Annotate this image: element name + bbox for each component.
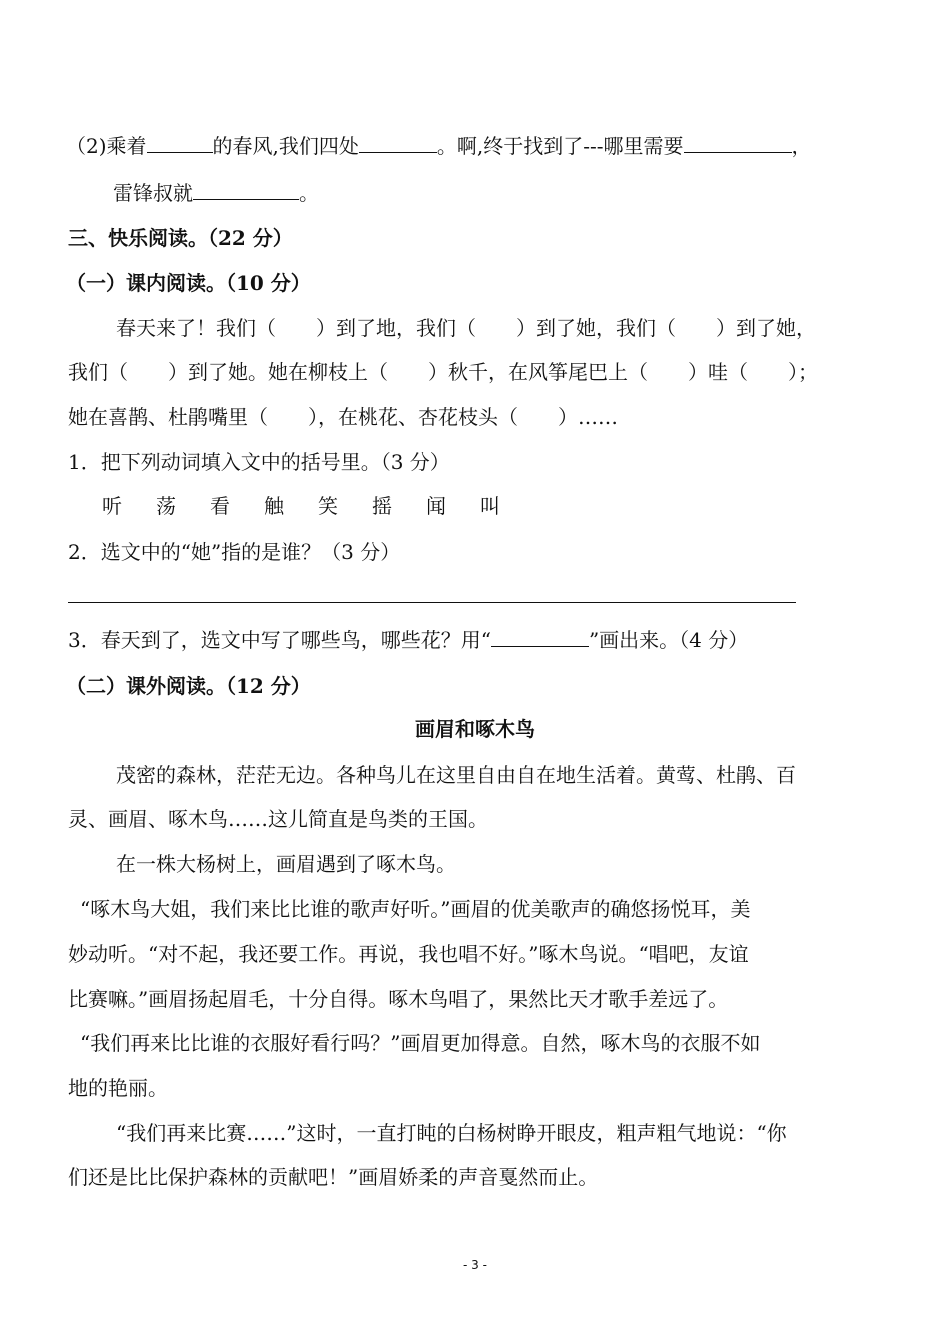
answer-blank[interactable] xyxy=(359,134,437,153)
story-line: 比赛嘛。”画眉扬起眉毛，十分自得。啄木鸟唱了，果然比天才歌手差远了。 xyxy=(68,987,729,1011)
story-line: 在一株大杨树上，画眉遇到了啄木鸟。 xyxy=(116,852,456,876)
verb-word: 闻 xyxy=(426,494,446,518)
underline-sample xyxy=(491,628,589,647)
reading-2-heading: （二）课外阅读。（12 分） xyxy=(66,674,311,698)
story-title: 画眉和啄木鸟 xyxy=(415,717,535,741)
verb-word: 听 xyxy=(102,494,122,518)
fill-question-2-line1: （2)乘着 的春风,我们四处 。啊,终于找到了---哪里需要 ， xyxy=(66,134,812,158)
story-line: “我们再来比比谁的衣服好看行吗？”画眉更加得意。自然，啄木鸟的衣服不如 xyxy=(80,1031,761,1055)
verb-word: 笑 xyxy=(318,494,338,518)
reading-1-passage-line: 我们（ ）到了她。她在柳枝上（ ）秋千，在风筝尾巴上（ ）哇（ ）； xyxy=(68,360,818,384)
answer-line[interactable] xyxy=(68,602,796,603)
story-line: 们还是比比保护森林的贡献吧！”画眉娇柔的声音戛然而止。 xyxy=(68,1165,599,1189)
story-line: “我们再来比赛……”这时，一直打盹的白杨树睁开眼皮，粗声粗气地说：“你 xyxy=(116,1121,787,1145)
verb-list xyxy=(102,494,534,518)
page-number: - 3 - xyxy=(463,1258,487,1272)
question-3: 3．春天到了，选文中写了哪些鸟，哪些花？用“ ”画出来。（4 分） xyxy=(68,628,749,652)
reading-1-passage-line: 她在喜鹊、杜鹃嘴里（ ），在桃花、杏花枝头（ ）…… xyxy=(68,405,618,429)
verb-word: 摇 xyxy=(372,494,392,518)
story-line: “啄木鸟大姐，我们来比比谁的歌声好听。”画眉的优美歌声的确悠扬悦耳，美 xyxy=(80,897,751,921)
answer-blank[interactable] xyxy=(147,134,213,153)
question-1: 1．把下列动词填入文中的括号里。（3 分） xyxy=(68,450,450,474)
story-line: 地的艳丽。 xyxy=(68,1076,168,1100)
verb-word: 叫 xyxy=(480,494,500,518)
question-2: 2．选文中的“她”指的是谁？（3 分） xyxy=(68,540,401,564)
fill-question-2-line2: 雷锋叔就 。 xyxy=(113,181,319,205)
answer-blank[interactable] xyxy=(193,181,299,200)
verb-word: 看 xyxy=(210,494,230,518)
story-line: 茂密的森林，茫茫无边。各种鸟儿在这里自由自在地生活着。黄莺、杜鹃、百 xyxy=(116,763,796,787)
story-line: 灵、画眉、啄木鸟……这儿简直是鸟类的王国。 xyxy=(68,807,488,831)
section-3-heading: 三、快乐阅读。（22 分） xyxy=(68,226,293,250)
verb-word: 触 xyxy=(264,494,284,518)
story-line: 妙动听。“对不起，我还要工作。再说，我也唱不好。”啄木鸟说。“唱吧，友谊 xyxy=(68,942,749,966)
reading-1-passage-line: 春天来了！我们（ ）到了地，我们（ ）到了她，我们（ ）到了她， xyxy=(116,316,816,340)
answer-blank[interactable] xyxy=(684,134,792,153)
reading-1-heading: （一）课内阅读。（10 分） xyxy=(66,271,311,295)
verb-word: 荡 xyxy=(156,494,176,518)
